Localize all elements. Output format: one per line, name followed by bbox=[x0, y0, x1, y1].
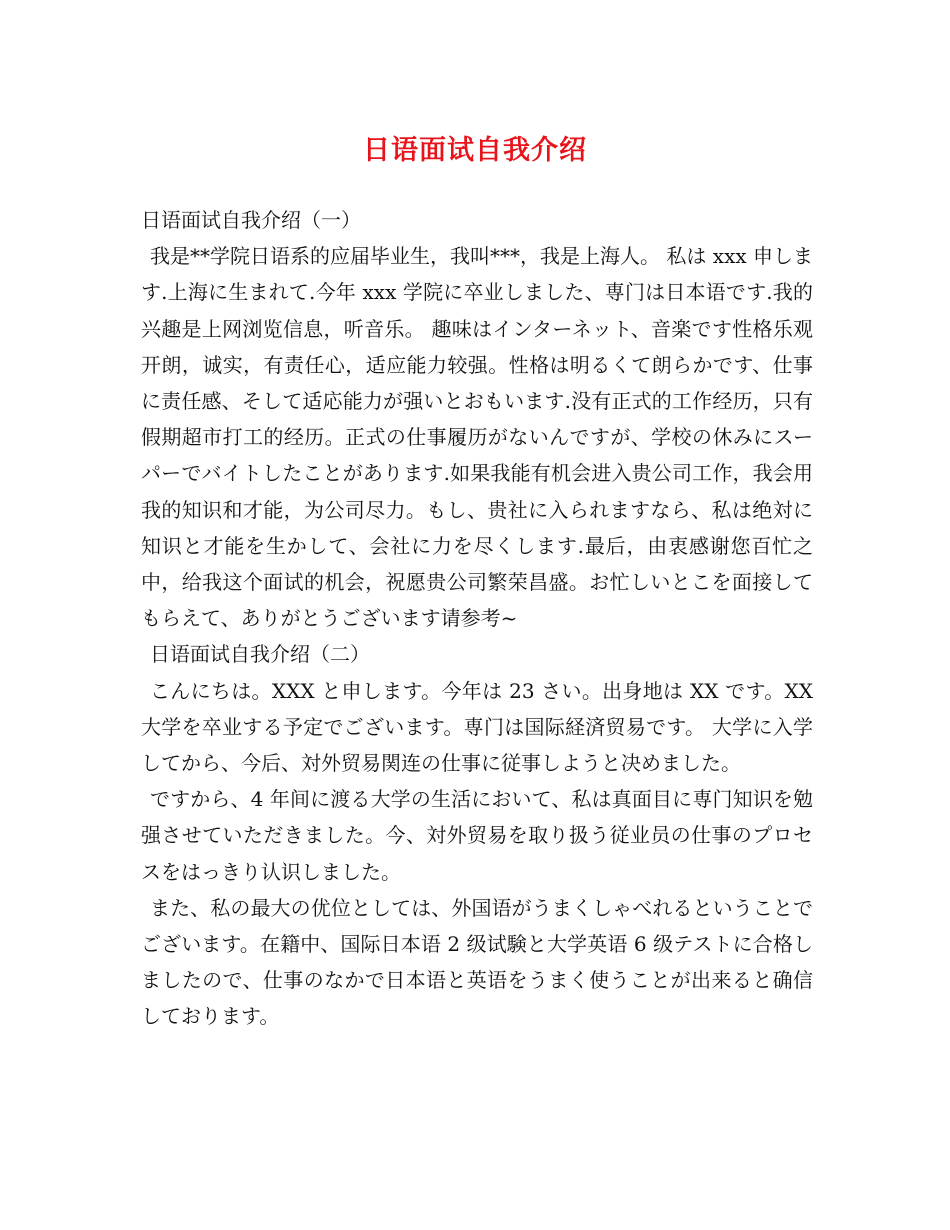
section2-paragraph-1: こんにちは。XXX と申します。今年は 23 さい。出身地は XX です。XX 大学を卒业する予定でございます。専门は国际経済贸易です。 大学に入学してから、今后、対外贸易関连の仕事に従事しようと决めました。 bbox=[141, 678, 813, 776]
document-title: 日语面试自我介绍 bbox=[363, 135, 587, 166]
section2-paragraph-2: ですから、4 年间に渡る大学の生活において、私は真面目に専门知识を勉强させていただきました。今、対外贸易を取り扱う従业员の仕事のプロセスをはっきり认识しました。 bbox=[141, 787, 813, 884]
section1-paragraph: 我是**学院日语系的应届毕业生，我叫***，我是上海人。 私は xxx 申します.上海に生まれて.今年 xxx 学院に卒业しました、専门は日本语です.我的兴趣是上网浏览信息，听音乐。 趣味はインターネット、音楽です性格乐观开朗，诚实，有责任心，适应能力较强。性格は明るくて朗らかです、仕事に责任感、そして适応能力が强いとおもいます.没有正式的工作经历，只有假期超市打工的经历。正式の仕事履历がないんですが、学校の休みにスーパーでバイトしたことがあります.如果我能有机会进入贵公司工作，我会用我的知识和才能，为公司尽力。もし、贵社に入られますなら、私は绝対に知识と才能を生かして、会社に力を尽くします.最后，由衷感谢您百忙之中，给我这个面试的机会，祝愿贵公司繁荣昌盛。お忙しいとこを面接してもらえて、ありがとうございます请参考~ bbox=[141, 244, 813, 631]
document-body bbox=[141, 202, 813, 1035]
section2-heading: 日语面试自我介绍（二） bbox=[150, 642, 370, 667]
section2-paragraph-3: また、私の最大の优位としては、外国语がうまくしゃべれるということでございます。在籍中、国际日本语 2 级试験と大学英语 6 级テストに合格しましたので、仕事のなかで日本语と英语をうまく使うことが出来ると确信しております。 bbox=[141, 895, 813, 1029]
section1-heading: 日语面试自我介绍（一） bbox=[141, 208, 361, 232]
